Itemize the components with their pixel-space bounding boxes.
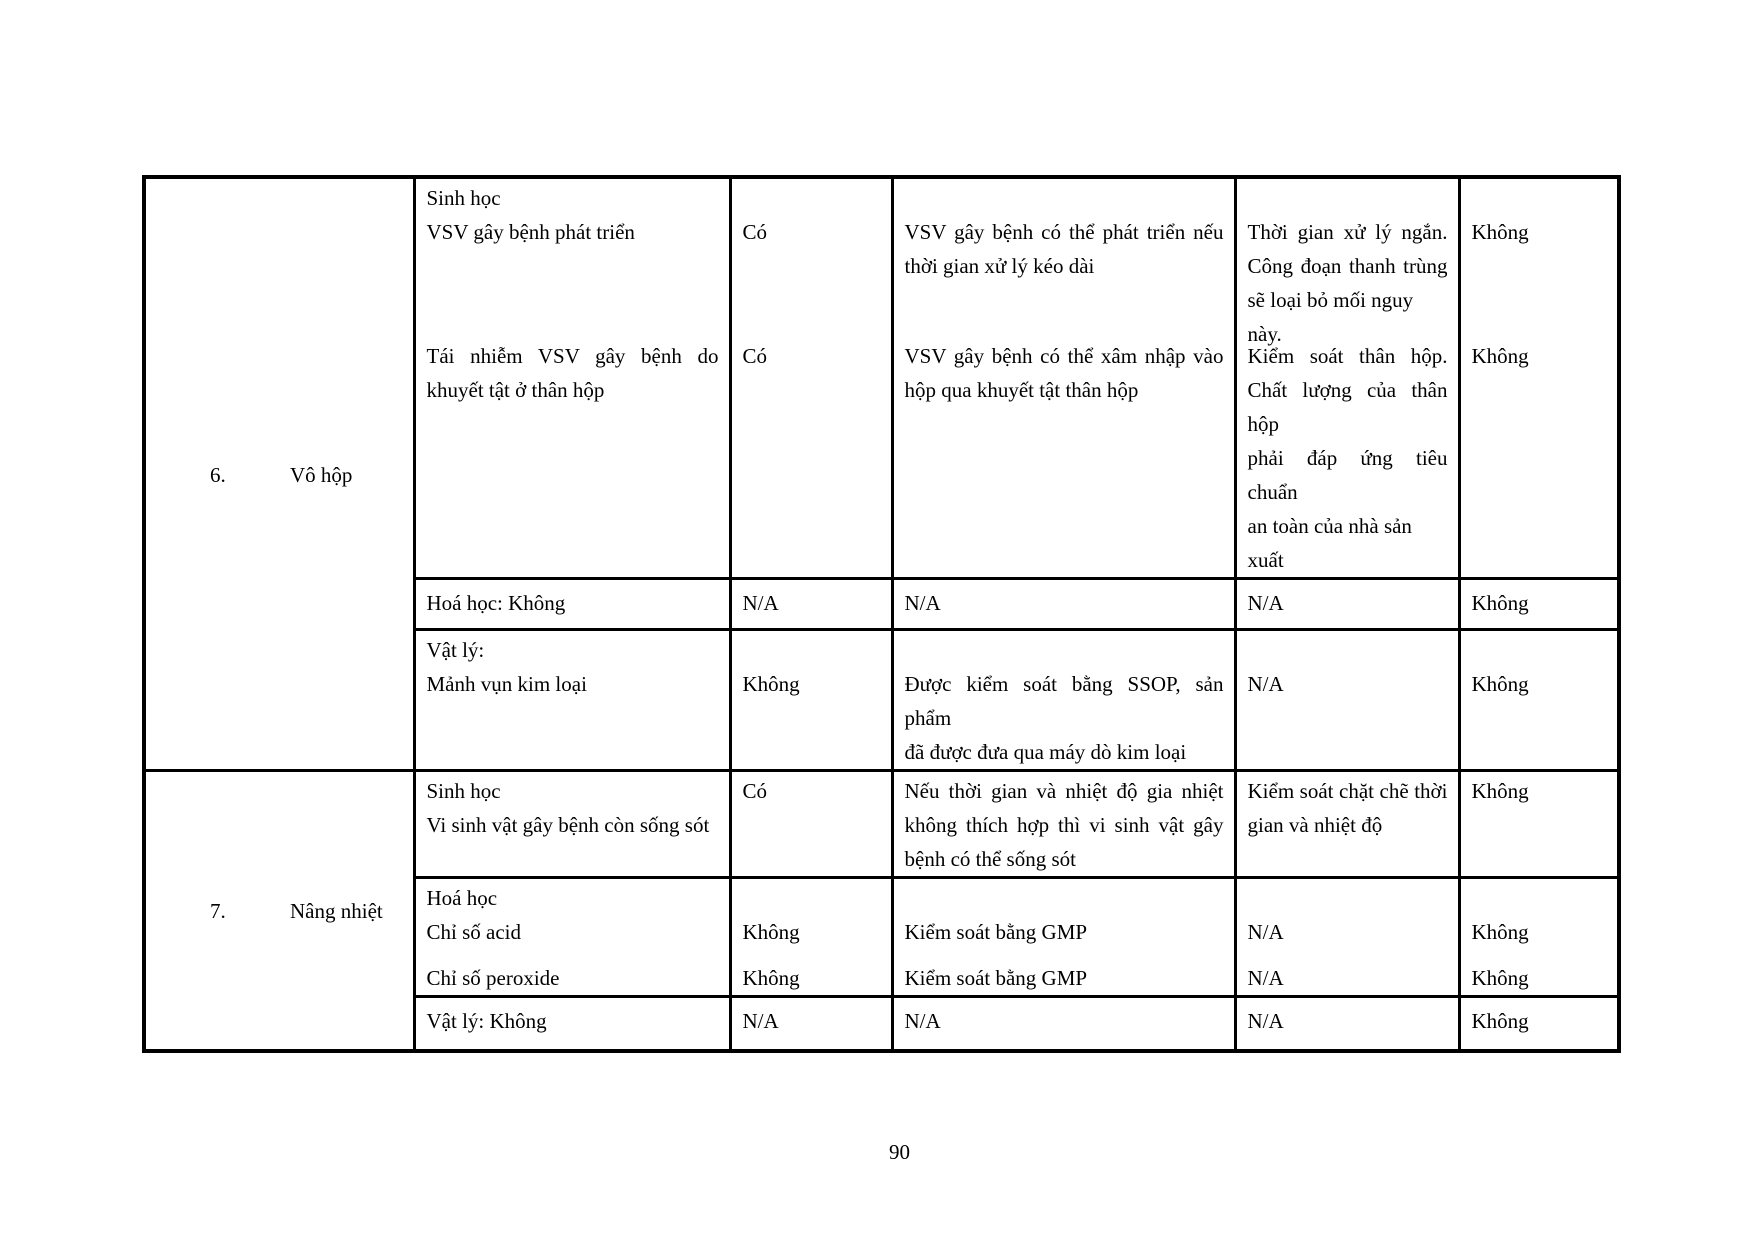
justification-line: hộp qua khuyết tật thân hộp <box>904 378 1139 402</box>
justification-line: đã được đưa qua máy dò kim loại <box>904 740 1187 764</box>
justification-cell <box>892 997 1235 1051</box>
significant-cell <box>730 878 892 997</box>
ccp-value: Không <box>1471 779 1529 803</box>
measures-cell <box>1235 878 1459 997</box>
ccp-cell <box>1459 997 1619 1051</box>
step-name: Vô hộp <box>290 463 353 487</box>
justification-line: Kiểm soát bằng GMP <box>904 966 1088 990</box>
justification-bio-b <box>905 339 1224 407</box>
measures-bio-a <box>1247 181 1448 346</box>
step-cell-6 <box>144 177 414 771</box>
hazard-cell <box>414 630 730 771</box>
table-row <box>144 177 1619 579</box>
significant-bio-a <box>743 181 881 339</box>
justification-line: bệnh có thể sống sót <box>904 847 1076 871</box>
hazard-cell <box>414 878 730 997</box>
measures-line: N/A <box>1247 966 1284 990</box>
measures-line: phải đáp ứng tiêu chuẩn <box>1247 446 1448 504</box>
significant-cell <box>730 579 892 630</box>
step-name: Nâng nhiệt <box>290 899 383 924</box>
measures-line: N/A <box>1247 1009 1284 1033</box>
significant-cell <box>730 771 892 878</box>
significant-value: N/A <box>742 1009 779 1033</box>
hazard-line: Vi sinh vật gây bệnh còn sống sót <box>426 813 710 837</box>
page-number: 90 <box>889 1140 910 1164</box>
measures-cell <box>1235 579 1459 630</box>
ccp-cell <box>1459 771 1619 878</box>
significant-cell <box>730 630 892 771</box>
ccp-value: Không <box>1471 344 1529 368</box>
measures-cell <box>1235 630 1459 771</box>
measures-chem <box>1248 881 1448 995</box>
justification-bio-a <box>905 181 1224 339</box>
hazard-category-label: Hoá học <box>426 886 498 910</box>
justification-line: thời gian xử lý kéo dài <box>904 254 1095 278</box>
measures-line: Kiểm soát thân hộp. <box>1247 344 1448 368</box>
justification-cell <box>892 177 1235 579</box>
measures-line: Kiểm soát chặt chẽ thời <box>1247 779 1448 803</box>
justification-line: N/A <box>904 591 941 615</box>
measures-line: Thời gian xử lý ngắn. <box>1247 220 1448 244</box>
ccp-cell <box>1459 177 1619 579</box>
significant-value: Có <box>742 220 768 244</box>
hazard-bio-a <box>427 181 719 339</box>
justification-cell <box>892 771 1235 878</box>
hazard-category-label: Sinh học <box>426 779 501 803</box>
justification-line: VSV gây bệnh có thể phát triển nếu <box>904 220 1224 244</box>
significant-chem <box>743 881 881 995</box>
hazard-cell <box>414 579 730 630</box>
measures-cell <box>1235 177 1459 579</box>
ccp-value: Không <box>1471 1009 1529 1033</box>
ccp-value: Không <box>1471 591 1529 615</box>
hazard-cell <box>414 177 730 579</box>
hazard-line: Vật lý: Không <box>426 1009 547 1033</box>
step-cell-7 <box>144 771 414 1051</box>
significant-value: Có <box>742 344 768 368</box>
hazard-line: khuyết tật ở thân hộp <box>426 378 605 402</box>
ccp-bio-b <box>1472 339 1608 373</box>
justification-line: Kiểm soát bằng GMP <box>904 920 1088 944</box>
ccp-cell <box>1459 878 1619 997</box>
measures-phys <box>1248 633 1448 701</box>
justification-bio <box>905 774 1224 876</box>
table-row <box>144 771 1619 878</box>
ccp-bio-a <box>1472 181 1608 339</box>
justification-cell <box>892 878 1235 997</box>
significant-value: Không <box>742 920 800 944</box>
justification-line: VSV gây bệnh có thể xâm nhập vào <box>904 344 1224 368</box>
justification-line: Được kiểm soát bằng SSOP, sản phẩm <box>904 672 1224 730</box>
justification-cell <box>892 630 1235 771</box>
justification-line: không thích hợp thì vi sinh vật gây <box>904 813 1224 837</box>
ccp-value: Không <box>1471 220 1529 244</box>
ccp-value: Không <box>1471 672 1529 696</box>
significant-bio-b <box>743 339 881 373</box>
measures-bio <box>1248 774 1448 842</box>
measures-line: sẽ loại bỏ mối nguy này. <box>1247 288 1414 346</box>
ccp-value: Không <box>1471 920 1529 944</box>
hazard-category-label: Sinh học <box>426 186 501 210</box>
measures-line: N/A <box>1247 672 1284 696</box>
significant-phys <box>743 633 881 701</box>
justification-line: Nếu thời gian và nhiệt độ gia nhiệt <box>904 779 1224 803</box>
hazard-line: VSV gây bệnh phát triển <box>426 220 635 244</box>
hazard-line: Mảnh vụn kim loại <box>426 672 587 696</box>
significant-cell <box>730 997 892 1051</box>
hazard-line: Tái nhiễm VSV gây bệnh do <box>426 344 719 368</box>
ccp-phys <box>1472 633 1608 701</box>
hazard-line: Hoá học: Không <box>426 591 566 615</box>
measures-line: gian và nhiệt độ <box>1247 813 1383 837</box>
measures-line: N/A <box>1247 591 1284 615</box>
ccp-cell <box>1459 630 1619 771</box>
step-number: 6. <box>210 463 226 487</box>
justification-line: N/A <box>904 1009 941 1033</box>
measures-bio-b <box>1248 339 1448 577</box>
justification-cell <box>892 579 1235 630</box>
hazard-category-label: Vật lý: <box>426 638 485 662</box>
hazard-cell <box>414 997 730 1051</box>
ccp-value: Không <box>1471 966 1529 990</box>
ccp-cell <box>1459 579 1619 630</box>
measures-cell <box>1235 997 1459 1051</box>
hazard-line: Chỉ số acid <box>426 920 521 944</box>
measures-cell <box>1235 771 1459 878</box>
significant-cell <box>730 177 892 579</box>
step-number: 7. <box>210 899 226 924</box>
hazard-line: Chỉ số peroxide <box>426 966 560 990</box>
hazard-cell <box>414 771 730 878</box>
justification-chem <box>905 881 1224 995</box>
significant-value: Có <box>742 779 768 803</box>
justification-phys <box>905 633 1224 769</box>
significant-value: Không <box>742 672 800 696</box>
measures-line: N/A <box>1247 920 1284 944</box>
significant-value: Không <box>742 966 800 990</box>
measures-line: an toàn của nhà sản xuất <box>1247 514 1412 572</box>
hazard-bio-b <box>427 339 719 407</box>
ccp-chem <box>1472 881 1608 995</box>
measures-line: Công đoạn thanh trùng <box>1247 254 1448 278</box>
hazard-analysis-table <box>142 175 1621 1053</box>
significant-value: N/A <box>742 591 779 615</box>
measures-line: Chất lượng của thân hộp <box>1247 378 1448 436</box>
